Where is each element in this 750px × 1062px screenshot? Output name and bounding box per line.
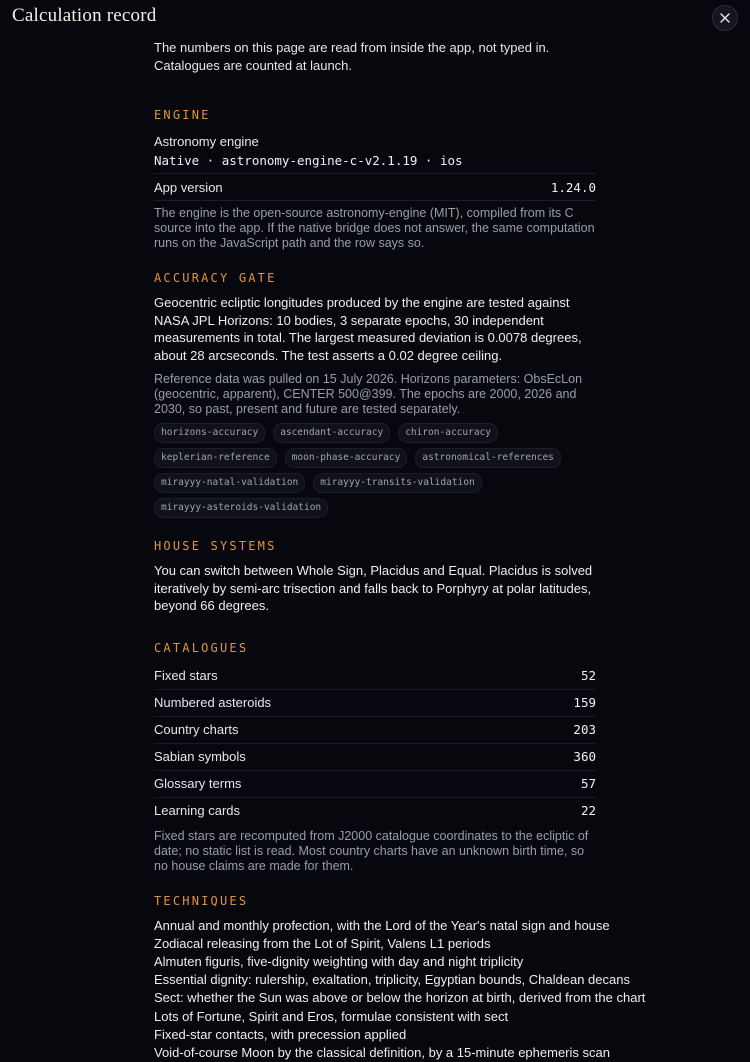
catalogue-count: 360 <box>573 749 596 764</box>
test-tag[interactable]: mirayyy-asteroids-validation <box>154 498 328 518</box>
technique-item: Almuten figuris, five-dignity weighting with day and night triplicity <box>154 953 596 971</box>
catalogue-label: Numbered asteroids <box>154 695 271 710</box>
intro-text: The numbers on this page are read from inside the app, not typed in. Catalogues are counted at launch. <box>154 39 596 75</box>
catalogue-table <box>154 663 596 824</box>
test-tag[interactable]: moon-phase-accuracy <box>285 448 408 468</box>
engine-value: Native · astronomy-engine-c-v2.1.19 · ios <box>154 153 596 168</box>
test-tag[interactable]: mirayyy-transits-validation <box>313 473 481 493</box>
catalogue-row <box>154 771 596 798</box>
technique-item: Zodiacal releasing from the Lot of Spirit, Valens L1 periods <box>154 935 596 953</box>
catalogues-heading: CATALOGUES <box>154 641 596 655</box>
test-tags <box>154 423 596 523</box>
techniques-list <box>154 917 596 1062</box>
accuracy-body: Geocentric ecliptic longitudes produced by the engine are tested against NASA JPL Horizons: 10 bodies, 3 separate epochs, 30 independent measurements in total. The largest measured deviation is 0.0078 degrees, about 28 arcseconds. The test asserts a 0.02 degree ceiling. <box>154 294 596 364</box>
technique-item: Annual and monthly profection, with the Lord of the Year's natal sign and house <box>154 917 596 935</box>
catalogue-count: 52 <box>581 668 596 683</box>
catalogue-label: Fixed stars <box>154 668 218 683</box>
close-button[interactable] <box>712 5 738 31</box>
test-tag[interactable]: mirayyy-natal-validation <box>154 473 305 493</box>
catalogue-row <box>154 663 596 690</box>
catalogue-count: 22 <box>581 803 596 818</box>
accuracy-note: Reference data was pulled on 15 July 2026. Horizons parameters: ObsEcLon (geocentric, apparent), CENTER 500@399. The epochs are 2000, 2026 and 2030, so past, present and future are tested separately. <box>154 372 596 417</box>
catalogues-note: Fixed stars are recomputed from J2000 catalogue coordinates to the ecliptic of date; no static list is read. Most country charts have an unknown birth time, so no house claims are made for them. <box>154 829 596 874</box>
catalogue-row <box>154 690 596 717</box>
page-title: Calculation record <box>12 5 156 27</box>
app-version-label: App version <box>154 180 223 195</box>
close-icon <box>720 13 730 23</box>
houses-body: You can switch between Whole Sign, Placidus and Equal. Placidus is solved iteratively by semi-arc trisection and falls back to Porphyry at polar latitudes, beyond 66 degrees. <box>154 562 596 615</box>
test-tag[interactable]: chiron-accuracy <box>398 423 498 443</box>
technique-item: Fixed-star contacts, with precession applied <box>154 1026 596 1044</box>
technique-item: Void-of-course Moon by the classical definition, by a 15-minute ephemeris scan <box>154 1044 596 1062</box>
record-content <box>154 38 596 1062</box>
technique-item: Essential dignity: rulership, exaltation, triplicity, Egyptian bounds, Chaldean decans <box>154 971 596 989</box>
techniques-heading: TECHNIQUES <box>154 894 596 908</box>
test-tag[interactable]: keplerian-reference <box>154 448 277 468</box>
engine-note: The engine is the open-source astronomy-engine (MIT), compiled from its C source into the app. If the native bridge does not answer, the same computation runs on the JavaScript path and the row says so. <box>154 206 596 251</box>
app-version-row <box>154 174 596 200</box>
catalogue-row <box>154 717 596 744</box>
catalogue-count: 203 <box>573 722 596 737</box>
houses-heading: HOUSE SYSTEMS <box>154 539 596 553</box>
catalogue-count: 57 <box>581 776 596 791</box>
engine-label: Astronomy engine <box>154 134 596 149</box>
test-tag[interactable]: ascendant-accuracy <box>273 423 390 443</box>
catalogue-label: Glossary terms <box>154 776 241 791</box>
catalogue-label: Sabian symbols <box>154 749 246 764</box>
technique-item: Lots of Fortune, Spirit and Eros, formulae consistent with sect <box>154 1008 596 1026</box>
test-tag[interactable]: astronomical-references <box>415 448 561 468</box>
app-version-value: 1.24.0 <box>551 180 596 195</box>
catalogue-row <box>154 744 596 771</box>
catalogue-label: Country charts <box>154 722 239 737</box>
top-bar <box>0 0 750 36</box>
test-tag[interactable]: horizons-accuracy <box>154 423 265 443</box>
engine-heading: ENGINE <box>154 108 596 122</box>
accuracy-heading: ACCURACY GATE <box>154 271 596 285</box>
catalogue-label: Learning cards <box>154 803 240 818</box>
catalogue-count: 159 <box>573 695 596 710</box>
technique-item: Sect: whether the Sun was above or below the horizon at birth, derived from the chart <box>154 989 596 1007</box>
catalogue-row <box>154 798 596 824</box>
